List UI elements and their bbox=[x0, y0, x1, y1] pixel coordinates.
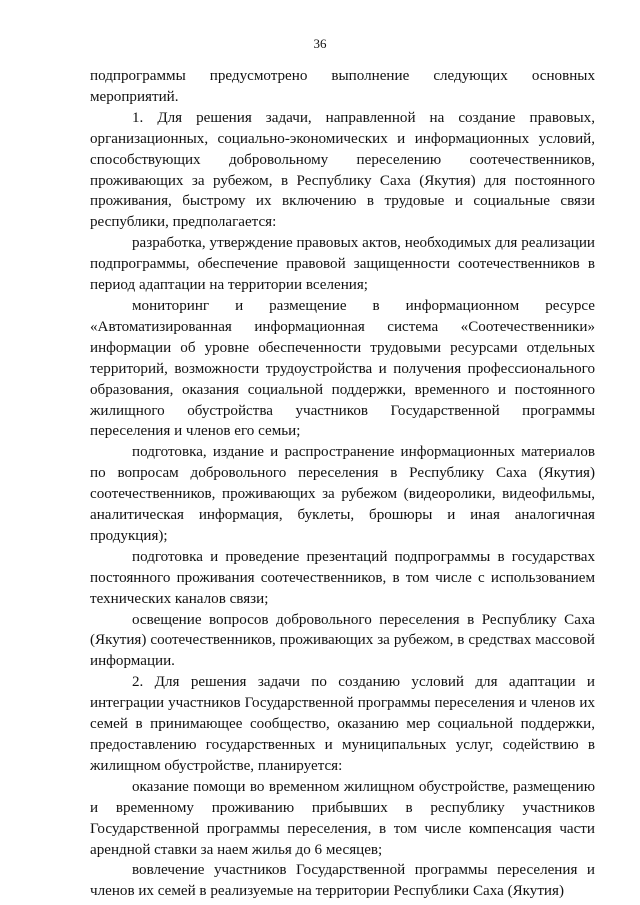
document-body bbox=[90, 66, 595, 902]
paragraph-monitoring: мониторинг и размещение в информационном ресурсе «Автоматизированная информационная система «Соотечественники» информации об уровне обеспеченности трудовыми ресурсами отдельных территорий, возможности трудоустройства и получения профессионального образования, оказания социальной поддержки, временного и постоянного жилищного обустройства участников Государственной программы переселения и членов его семьи; bbox=[90, 297, 595, 440]
paragraph-involvement: вовлечение участников Государственной программы переселения и членов их семей в реализуемые на территории Республики Саха (Якутия) bbox=[90, 862, 595, 900]
page-number: 36 bbox=[313, 36, 327, 51]
paragraph-task-1: 1. Для решения задачи, направленной на создание правовых, организационных, социально-экономических и информационных условий, способствующих добровольному переселению соотечественников, проживающих за рубежом, в Республику Саха (Якутия) для постоянного проживания, быстрому их включению в трудовые и социальные связи республики, предполагается: bbox=[90, 109, 595, 231]
paragraph-legal-acts: разработка, утверждение правовых актов, необходимых для реализации подпрограммы, обеспечение правовой защищенности соотечественников в период адаптации на территории вселения; bbox=[90, 235, 595, 294]
paragraph-information-materials: подготовка, издание и распространение информационных материалов по вопросам добровольного переселения в Республику Саха (Якутия) соотечественников, проживающих за рубежом (видеоролики, видеофильмы, аналитическая информация, буклеты, брошюры и иная аналогичная продукция); bbox=[90, 444, 595, 544]
paragraph-temporary-housing: оказание помощи во временном жилищном обустройстве, размещению и временному проживанию прибывших в республику участников Государственной программы переселения, в том числе компенсация части арендной ставки за наем жилья до 6 месяцев; bbox=[90, 778, 595, 858]
paragraph-intro-continuation: подпрограммы предусмотрено выполнение следующих основных мероприятий. bbox=[90, 68, 595, 105]
paragraph-task-2: 2. Для решения задачи по созданию условий для адаптации и интеграции участников Государственной программы переселения и членов их семей в принимающее сообщество, оказанию мер социальной поддержки, предоставлению государственных и муниципальных услуг, содействию в жилищном обустройстве, планируется: bbox=[90, 674, 595, 774]
paragraph-presentations: подготовка и проведение презентаций подпрограммы в государствах постоянного проживания соотечественников, в том числе с использованием технических каналов связи; bbox=[90, 548, 595, 607]
paragraph-mass-media: освещение вопросов добровольного переселения в Республику Саха (Якутия) соотечественников, проживающих за рубежом, в средствах массовой информации. bbox=[90, 611, 595, 670]
